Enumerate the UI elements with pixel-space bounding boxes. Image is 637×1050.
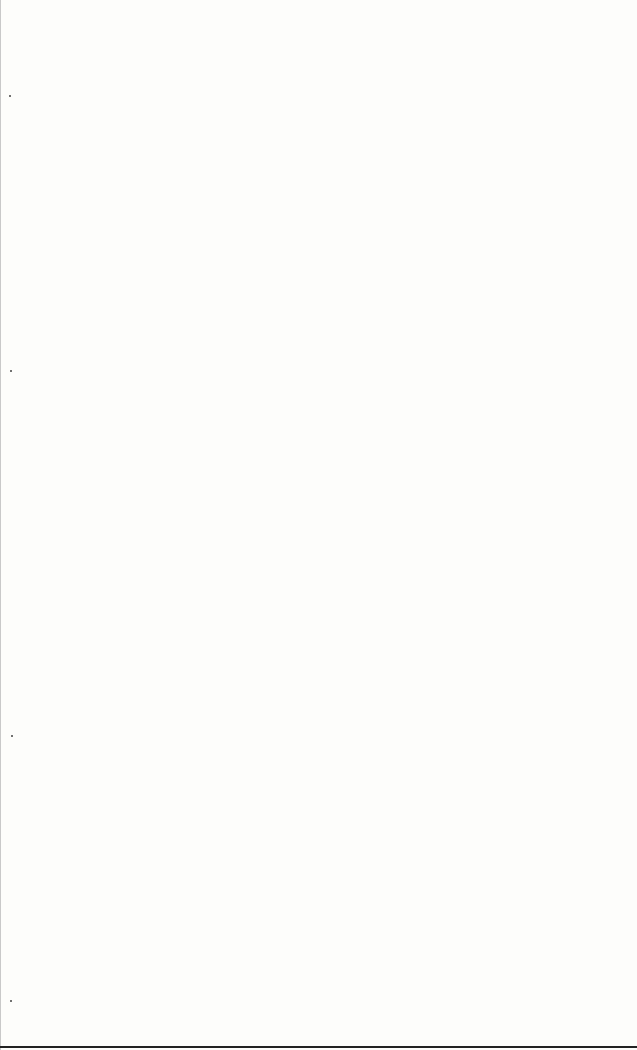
scan-speck: [10, 1000, 12, 1002]
scan-speck: [9, 95, 11, 97]
page-bottom-edge: [0, 1046, 637, 1048]
scan-speck: [11, 735, 13, 737]
page-left-edge: [0, 0, 1, 1050]
scan-speck: [10, 370, 12, 372]
